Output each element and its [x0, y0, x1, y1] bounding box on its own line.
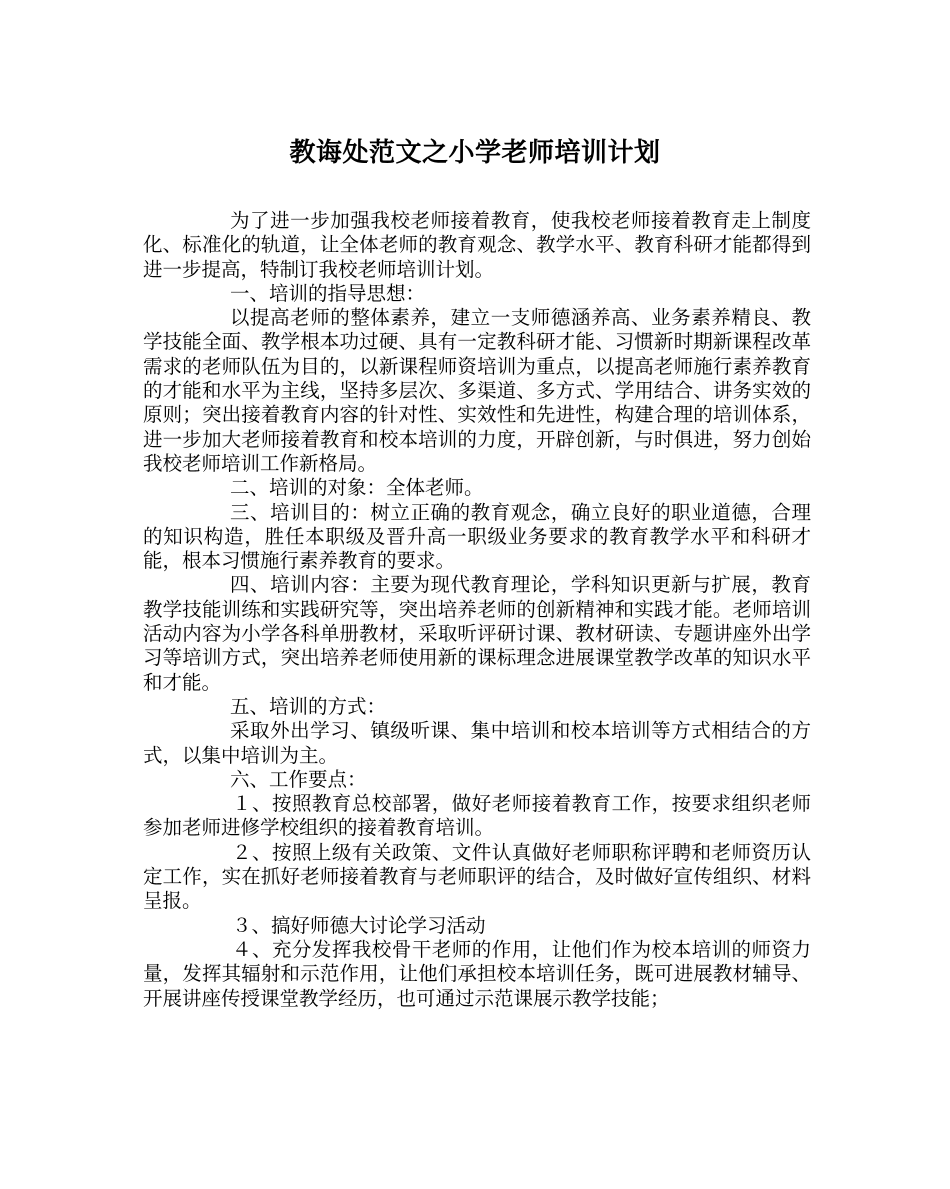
training-method-paragraph: 采取外出学习、镇级听课、集中培训和校本培训等方式相结合的方式，以集中培训为主。 [143, 719, 811, 767]
work-point-item: ２、按照上级有关政策、文件认真做好老师职称评聘和老师资历认定工作，实在抓好老师接着教育与老师职评的结合，及时做好宣传组织、材料呈报。 [143, 840, 811, 913]
intro-paragraph: 为了进一步加强我校老师接着教育，使我校老师接着教育走上制度化、标准化的轨道，让全体老师的教育观念、教学水平、教育科研才能都得到进一步提高，特制订我校老师培训计划。 [143, 209, 811, 281]
document-body [143, 209, 811, 1011]
section-training-target: 二、培训的对象：全体老师。 [230, 476, 484, 500]
work-point-item: １、按照教育总校部署，做好老师接着教育工作，按要求组织老师参加老师进修学校组织的接着教育培训。 [143, 792, 811, 840]
document-title: 教诲处范文之小学老师培训计划 [289, 138, 661, 168]
section-heading-work-points: 六、工作要点： [230, 767, 367, 791]
guiding-thought-paragraph: 以提高老师的整体素养，建立一支师德涵养高、业务素养精良、教学技能全面、教学根本功过硬、具有一定教科研才能、习惯新时期新课程改革需求的老师队伍为目的，以新课程师资培训为重点，以提高老师施行素养教育的才能和水平为主线，坚持多层次、多渠道、多方式、学用结合、讲务实效的原则；突出接着教育内容的针对性、实效性和先进性，构建合理的培训体系，进一步加大老师接着教育和校本培训的力度，开辟创新，与时俱进，努力创始我校老师培训工作新格局。 [143, 306, 811, 475]
section-training-content: 四、培训内容：主要为现代教育理论，学科知识更新与扩展，教育教学技能训练和实践研究等，突出培养老师的创新精神和实践才能。老师培训活动内容为小学各科单册教材，采取听评研讨课、教材研读、专题讲座外出学习等培训方式，突出培养老师使用新的课标理念进展课堂教学改革的知识水平和才能。 [143, 573, 811, 694]
work-point-item: ４、充分发挥我校骨干老师的作用，让他们作为校本培训的师资力量，发挥其辐射和示范作用，让他们承担校本培训任务，既可进展教材辅导、开展讲座传授课堂教学经历，也可通过示范课展示教学技能； [143, 937, 811, 1010]
section-training-purpose: 三、培训目的：树立正确的教育观念，确立良好的职业道德，合理的知识构造，胜任本职级及晋升高一职级业务要求的教育教学水平和科研才能，根本习惯施行素养教育的要求。 [143, 500, 811, 573]
section-heading-training-method: 五、培训的方式： [230, 694, 387, 718]
work-point-item: ３、搞好师德大讨论学习活动 [232, 913, 486, 937]
section-heading-guiding-thought: 一、培训的指导思想： [230, 281, 426, 305]
